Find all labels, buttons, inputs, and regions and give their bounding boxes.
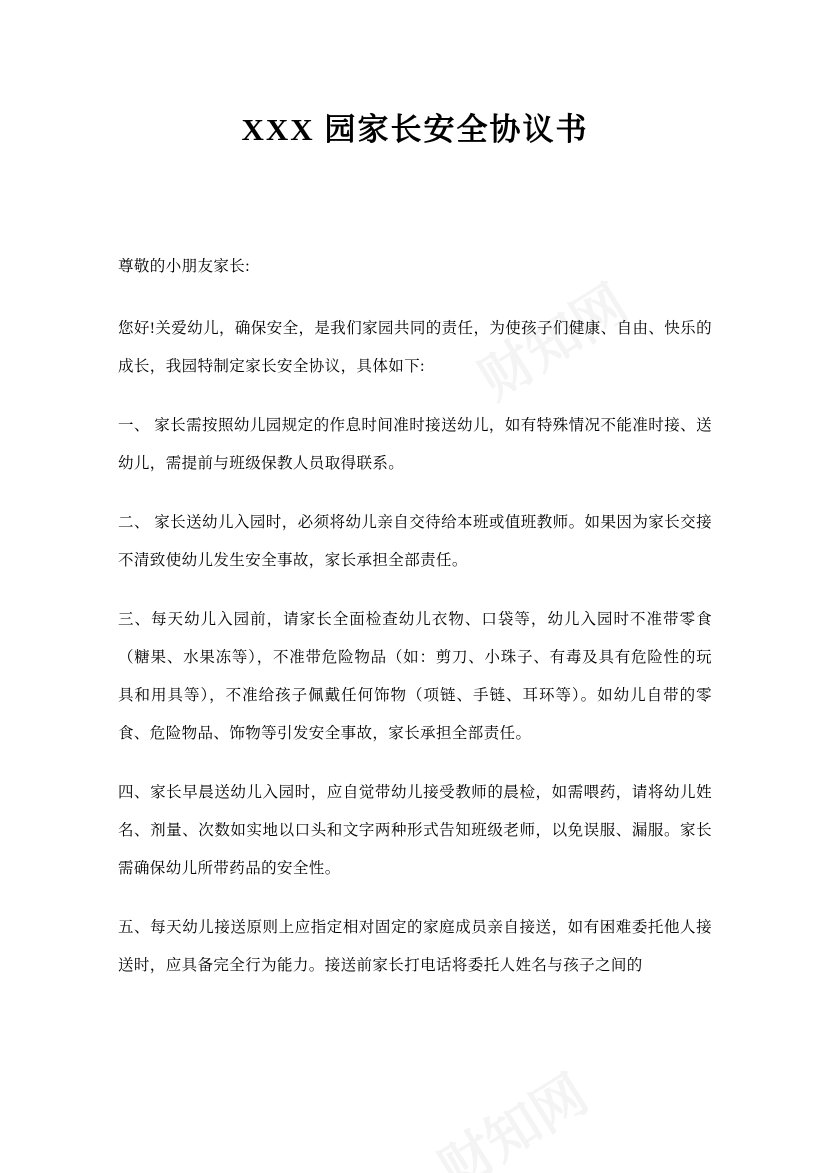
paragraph-item-5: 五、每天幼儿接送原则上应指定相对固定的家庭成员亲自接送，如有困难委托他人接送时，应具备完全行为能力。接送前家长打电话将委托人姓名与孩子之间的 [118, 919, 712, 974]
paragraph-intro: 您好!关爱幼儿，确保安全，是我们家园共同的责任，为使孩子们健康、自由、快乐的成长，我园特制定家长安全协议，具体如下: [118, 320, 712, 375]
paragraph-item-2: 二、 家长送幼儿入园时，必须将幼儿亲自交待给本班或值班教师。如果因为家长交接不清致使幼儿发生安全事故，家长承担全部责任。 [118, 514, 712, 569]
page-title: XXX 园家长安全协议书 [241, 112, 589, 147]
paragraph-item-3: 三、每天幼儿入园前，请家长全面检查幼儿衣物、口袋等，幼儿入园时不准带零食（糖果、水果冻等），不准带危险物品（如：剪刀、小珠子、有毒及具有危险性的玩具和用具等），不准给孩子佩戴任何饰物（项链、手链、耳环等）。如幼儿自带的零食、危险物品、饰物等引发安全事故，家长承担全部责任。 [118, 611, 712, 742]
document-body [118, 248, 712, 1006]
paragraph-item-1: 一、 家长需按照幼儿园规定的作息时间准时接送幼儿，如有特殊情况不能准时接、送幼儿，需提前与班级保教人员取得联系。 [118, 417, 712, 472]
paragraph-item-4: 四、家长早晨送幼儿入园时，应自觉带幼儿接受教师的晨检，如需喂药，请将幼儿姓名、剂量、次数如实地以口头和文字两种形式告知班级老师，以免误服、漏服。家长需确保幼儿所带药品的安全性。 [118, 784, 712, 877]
paragraph-salutation: 尊敬的小朋友家长: [118, 258, 250, 275]
watermark-bottom [422, 1053, 600, 1173]
